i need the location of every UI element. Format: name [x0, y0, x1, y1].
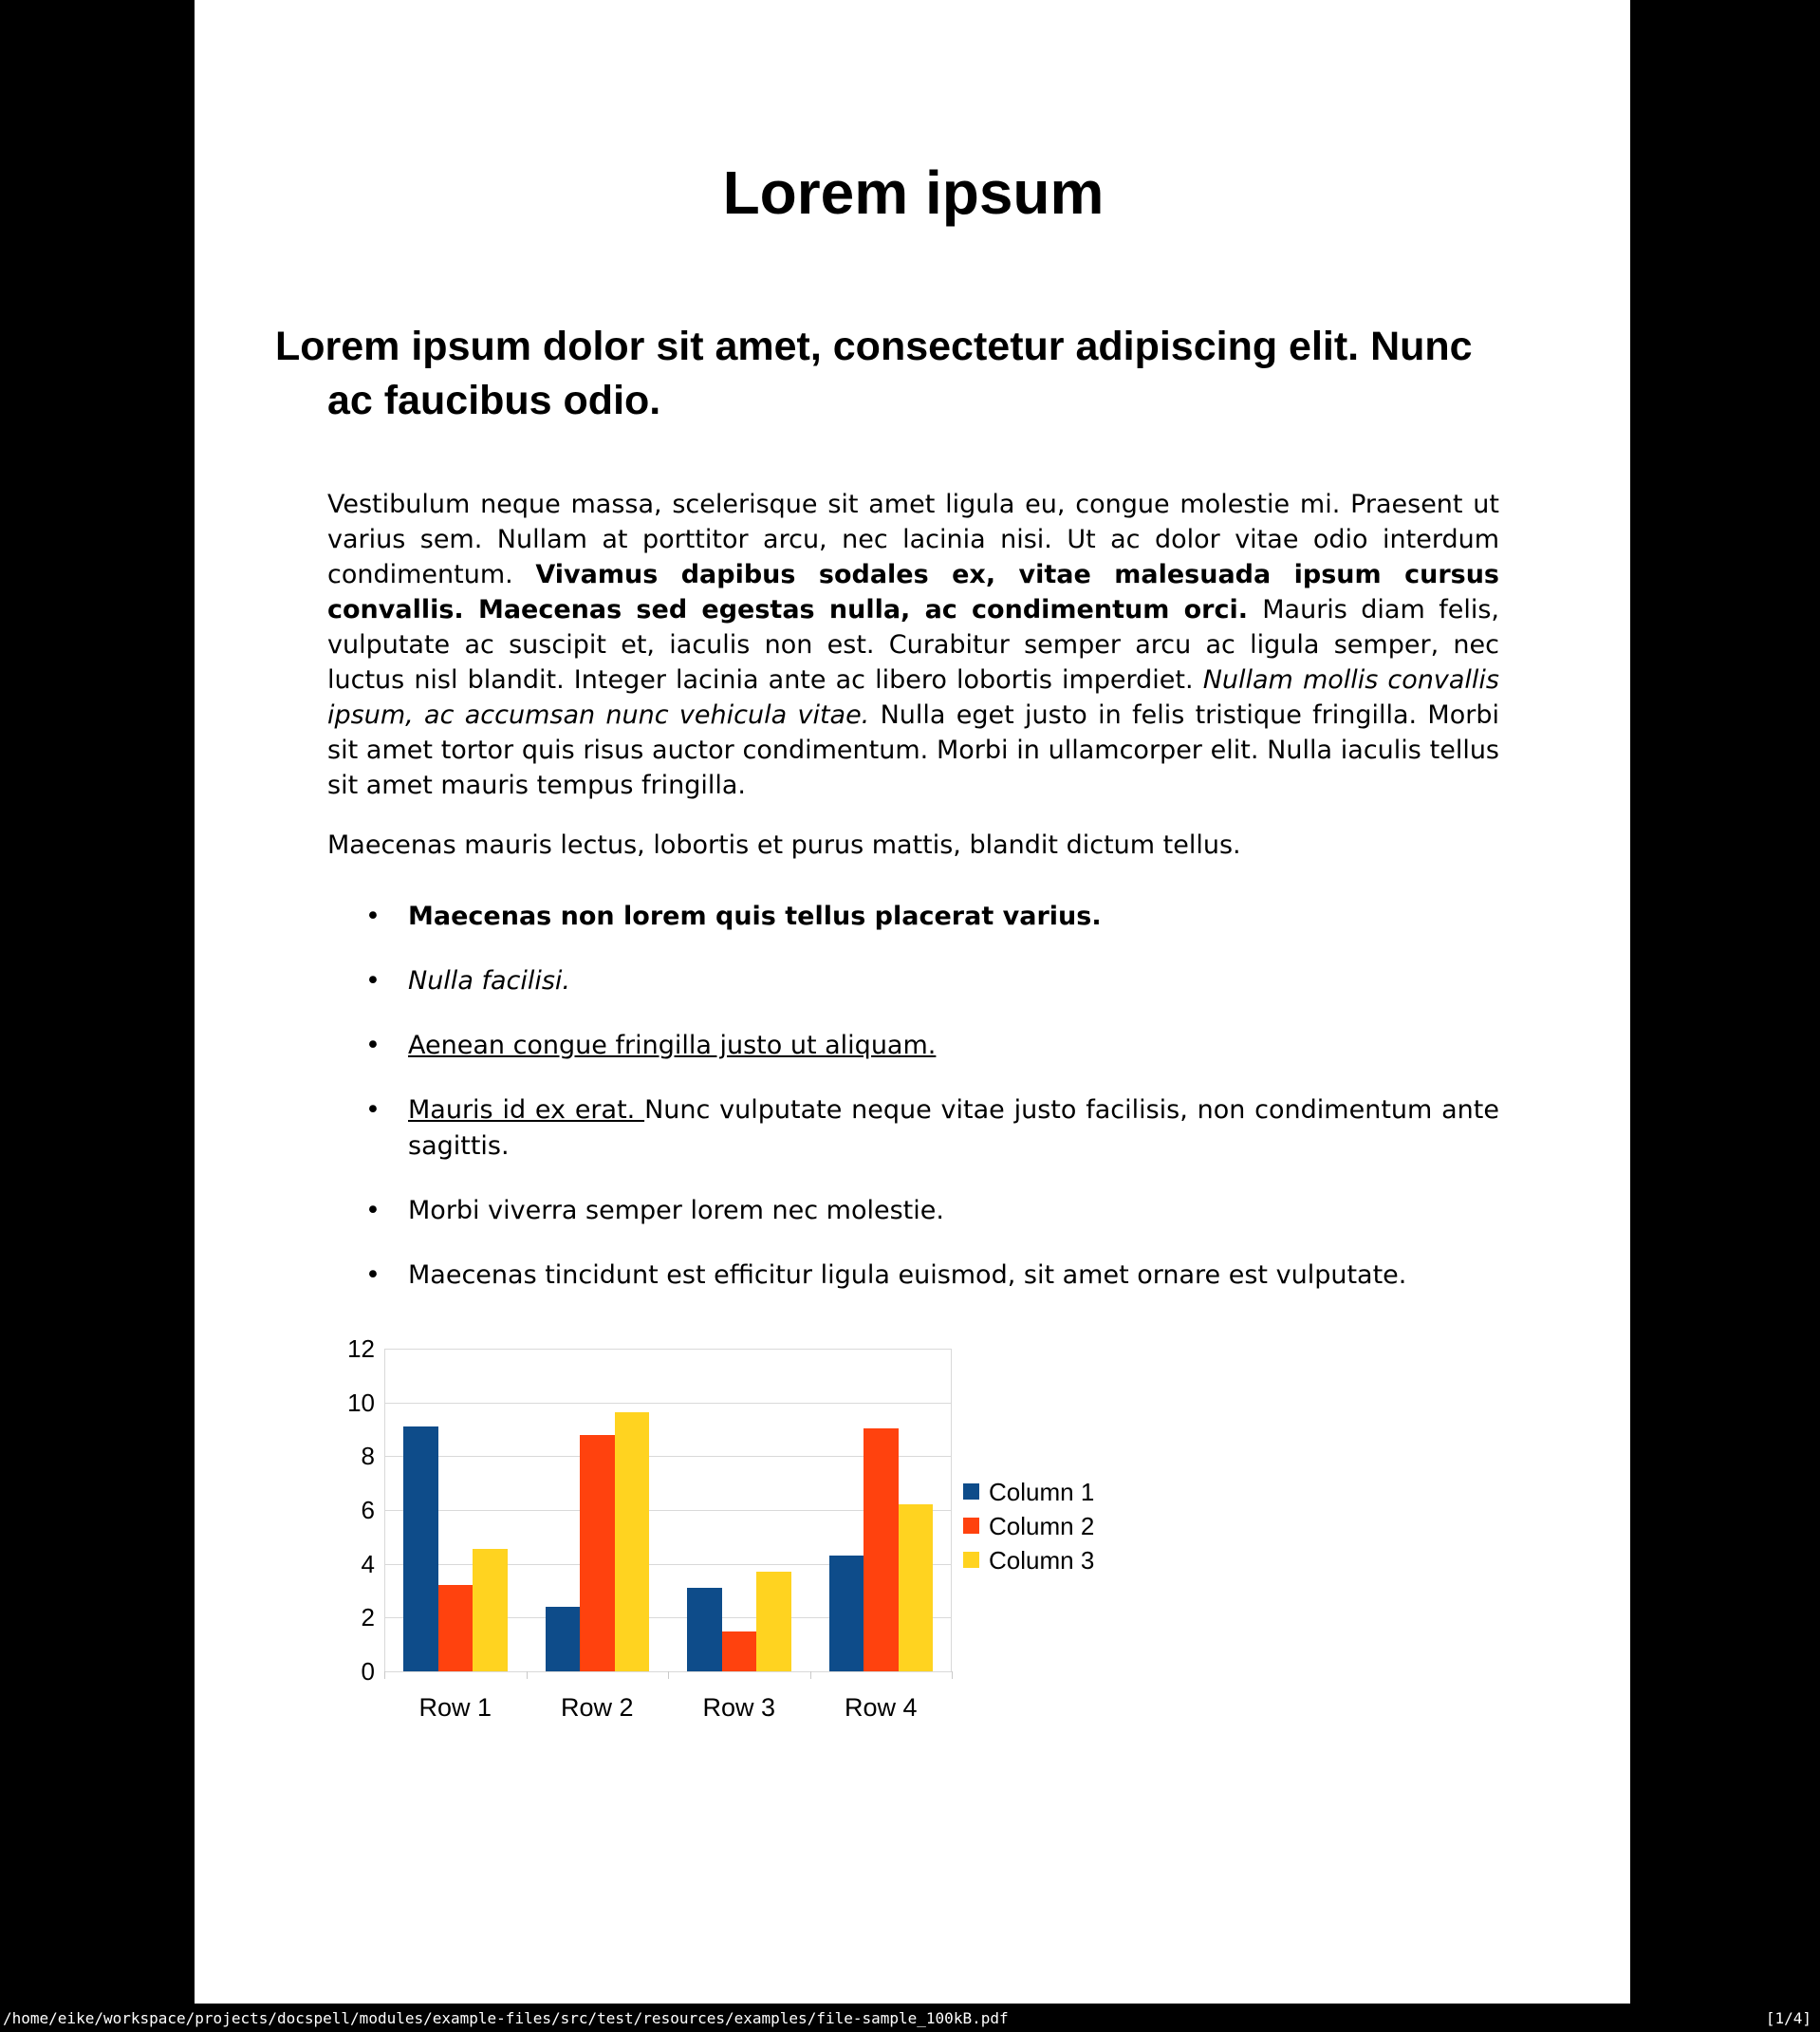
legend-color-swatch — [963, 1518, 979, 1534]
text-run-normal: Vestibulum neque massa, scelerisque sit amet ligula eu, congue molestie mi. Praesent ut varius sem. Nullam at porttitor arcu, nec lacinia nisi. Ut ac dolor vitae odio interdum condimentum. — [327, 490, 1499, 589]
bar-row-4-column-1 — [829, 1556, 864, 1671]
bullet-list — [327, 899, 1499, 1294]
bullet-icon: • — [365, 966, 381, 996]
bar-row-4-column-3 — [899, 1504, 934, 1671]
y-axis-tick-label: 2 — [361, 1603, 375, 1632]
text-run-italic: Nullam mollis convallis ipsum, ac accumsan nunc vehicula vitae. — [327, 665, 1499, 730]
bullet-icon: • — [365, 1196, 381, 1225]
gridline — [384, 1403, 952, 1404]
x-axis-category-label: Row 1 — [418, 1693, 492, 1722]
text-run-normal: Morbi viverra semper lorem nec molestie. — [408, 1196, 944, 1225]
statusbar-file-path: /home/eike/workspace/projects/docspell/modules/example-files/src/test/resources/examples/file-sample_100kB.pdf — [3, 2008, 1009, 2027]
legend-item — [963, 1514, 1094, 1538]
legend-color-swatch — [963, 1552, 979, 1568]
list-item — [365, 1258, 1499, 1294]
x-axis-tick — [384, 1671, 385, 1679]
text-run-underline: Aenean congue fringilla justo ut aliquam. — [408, 1031, 937, 1060]
x-axis-category-label: Row 3 — [702, 1693, 776, 1722]
document-title: Lorem ipsum — [722, 158, 1105, 227]
x-axis-tick — [527, 1671, 528, 1679]
y-axis-tick-label: 12 — [347, 1334, 375, 1363]
y-axis-tick-label: 4 — [361, 1549, 375, 1578]
bullet-icon: • — [365, 1095, 381, 1125]
statusbar-page-indicator: [1/4] — [1765, 2008, 1811, 2027]
pdf-page — [195, 0, 1630, 2004]
x-axis-tick — [668, 1671, 669, 1679]
page-content — [195, 157, 1630, 1723]
bar-row-1-column-1 — [403, 1426, 438, 1671]
list-item — [365, 963, 1499, 999]
list-item — [365, 899, 1499, 935]
text-run-bold: Vivamus dapibus sodales ex, vitae malesuada ipsum cursus convallis. Maecenas sed egestas nulla, ac condimentum orci. — [327, 560, 1499, 625]
bar-row-3-column-1 — [687, 1588, 722, 1671]
text-run-normal: Mauris diam felis, vulputate ac suscipit et, iaculis non est. Curabitur semper arcu ac ligula semper, nec luctus nisl blandit. Integer lacinia ante ac libero lobortis imperdiet. — [327, 595, 1499, 695]
bullet-icon: • — [365, 902, 381, 931]
body-paragraph-2: Maecenas mauris lectus, lobortis et purus mattis, blandit dictum tellus. — [327, 830, 1241, 860]
bullet-icon: • — [365, 1031, 381, 1060]
text-run-normal: Maecenas tincidunt est efficitur ligula euismod, sit amet ornare est vulputate. — [408, 1260, 1407, 1290]
document-heading: Lorem ipsum dolor sit amet, consectetur adipiscing elit. Nunc ac faucibus odio. — [275, 324, 1473, 423]
bar-row-1-column-2 — [438, 1585, 474, 1671]
bar-row-3-column-2 — [722, 1631, 757, 1672]
legend-label: Column 2 — [989, 1512, 1095, 1540]
bar-row-3-column-3 — [756, 1572, 791, 1671]
bullet-icon: • — [365, 1260, 381, 1290]
legend-label: Column 3 — [989, 1546, 1095, 1575]
legend-label: Column 1 — [989, 1478, 1095, 1506]
y-axis-tick-label: 10 — [347, 1388, 375, 1417]
x-axis-tick — [810, 1671, 811, 1679]
y-axis-tick-label: 8 — [361, 1442, 375, 1471]
legend-color-swatch — [963, 1483, 979, 1500]
y-axis-tick-label: 0 — [361, 1657, 375, 1686]
list-item — [365, 1092, 1499, 1165]
x-axis-tick — [952, 1671, 953, 1679]
text-run-underline: Mauris id ex erat. — [408, 1095, 645, 1125]
text-run-normal: Nulla eget justo in felis tristique fringilla. Morbi sit amet tortor quis risus auctor condimentum. Morbi in ullamcorper elit. Nulla iaculis tellus sit amet mauris tempus fringilla. — [327, 700, 1499, 800]
x-axis-category-label: Row 4 — [844, 1693, 918, 1722]
list-item — [365, 1193, 1499, 1229]
gridline — [384, 1349, 952, 1350]
text-run-normal: Nunc vulputate neque vitae justo facilisis, non condimentum ante sagittis. — [408, 1095, 1499, 1161]
chart-legend — [963, 1480, 1094, 1582]
bar-row-4-column-2 — [864, 1428, 899, 1671]
legend-item — [963, 1480, 1094, 1504]
body-paragraph — [327, 487, 1499, 803]
y-axis-tick-label: 6 — [361, 1496, 375, 1524]
bar-row-2-column-1 — [546, 1607, 581, 1671]
x-axis-category-label: Row 2 — [560, 1693, 634, 1722]
bar-row-1-column-3 — [473, 1549, 508, 1671]
bar-row-2-column-2 — [580, 1435, 615, 1671]
text-run-italic: Nulla facilisi. — [408, 966, 570, 996]
bar-chart — [327, 1334, 1499, 1723]
text-run-bold: Maecenas non lorem quis tellus placerat varius. — [408, 902, 1102, 931]
legend-item — [963, 1548, 1094, 1573]
list-item — [365, 1028, 1499, 1064]
statusbar — [0, 2004, 1820, 2032]
bar-row-2-column-3 — [615, 1412, 650, 1671]
